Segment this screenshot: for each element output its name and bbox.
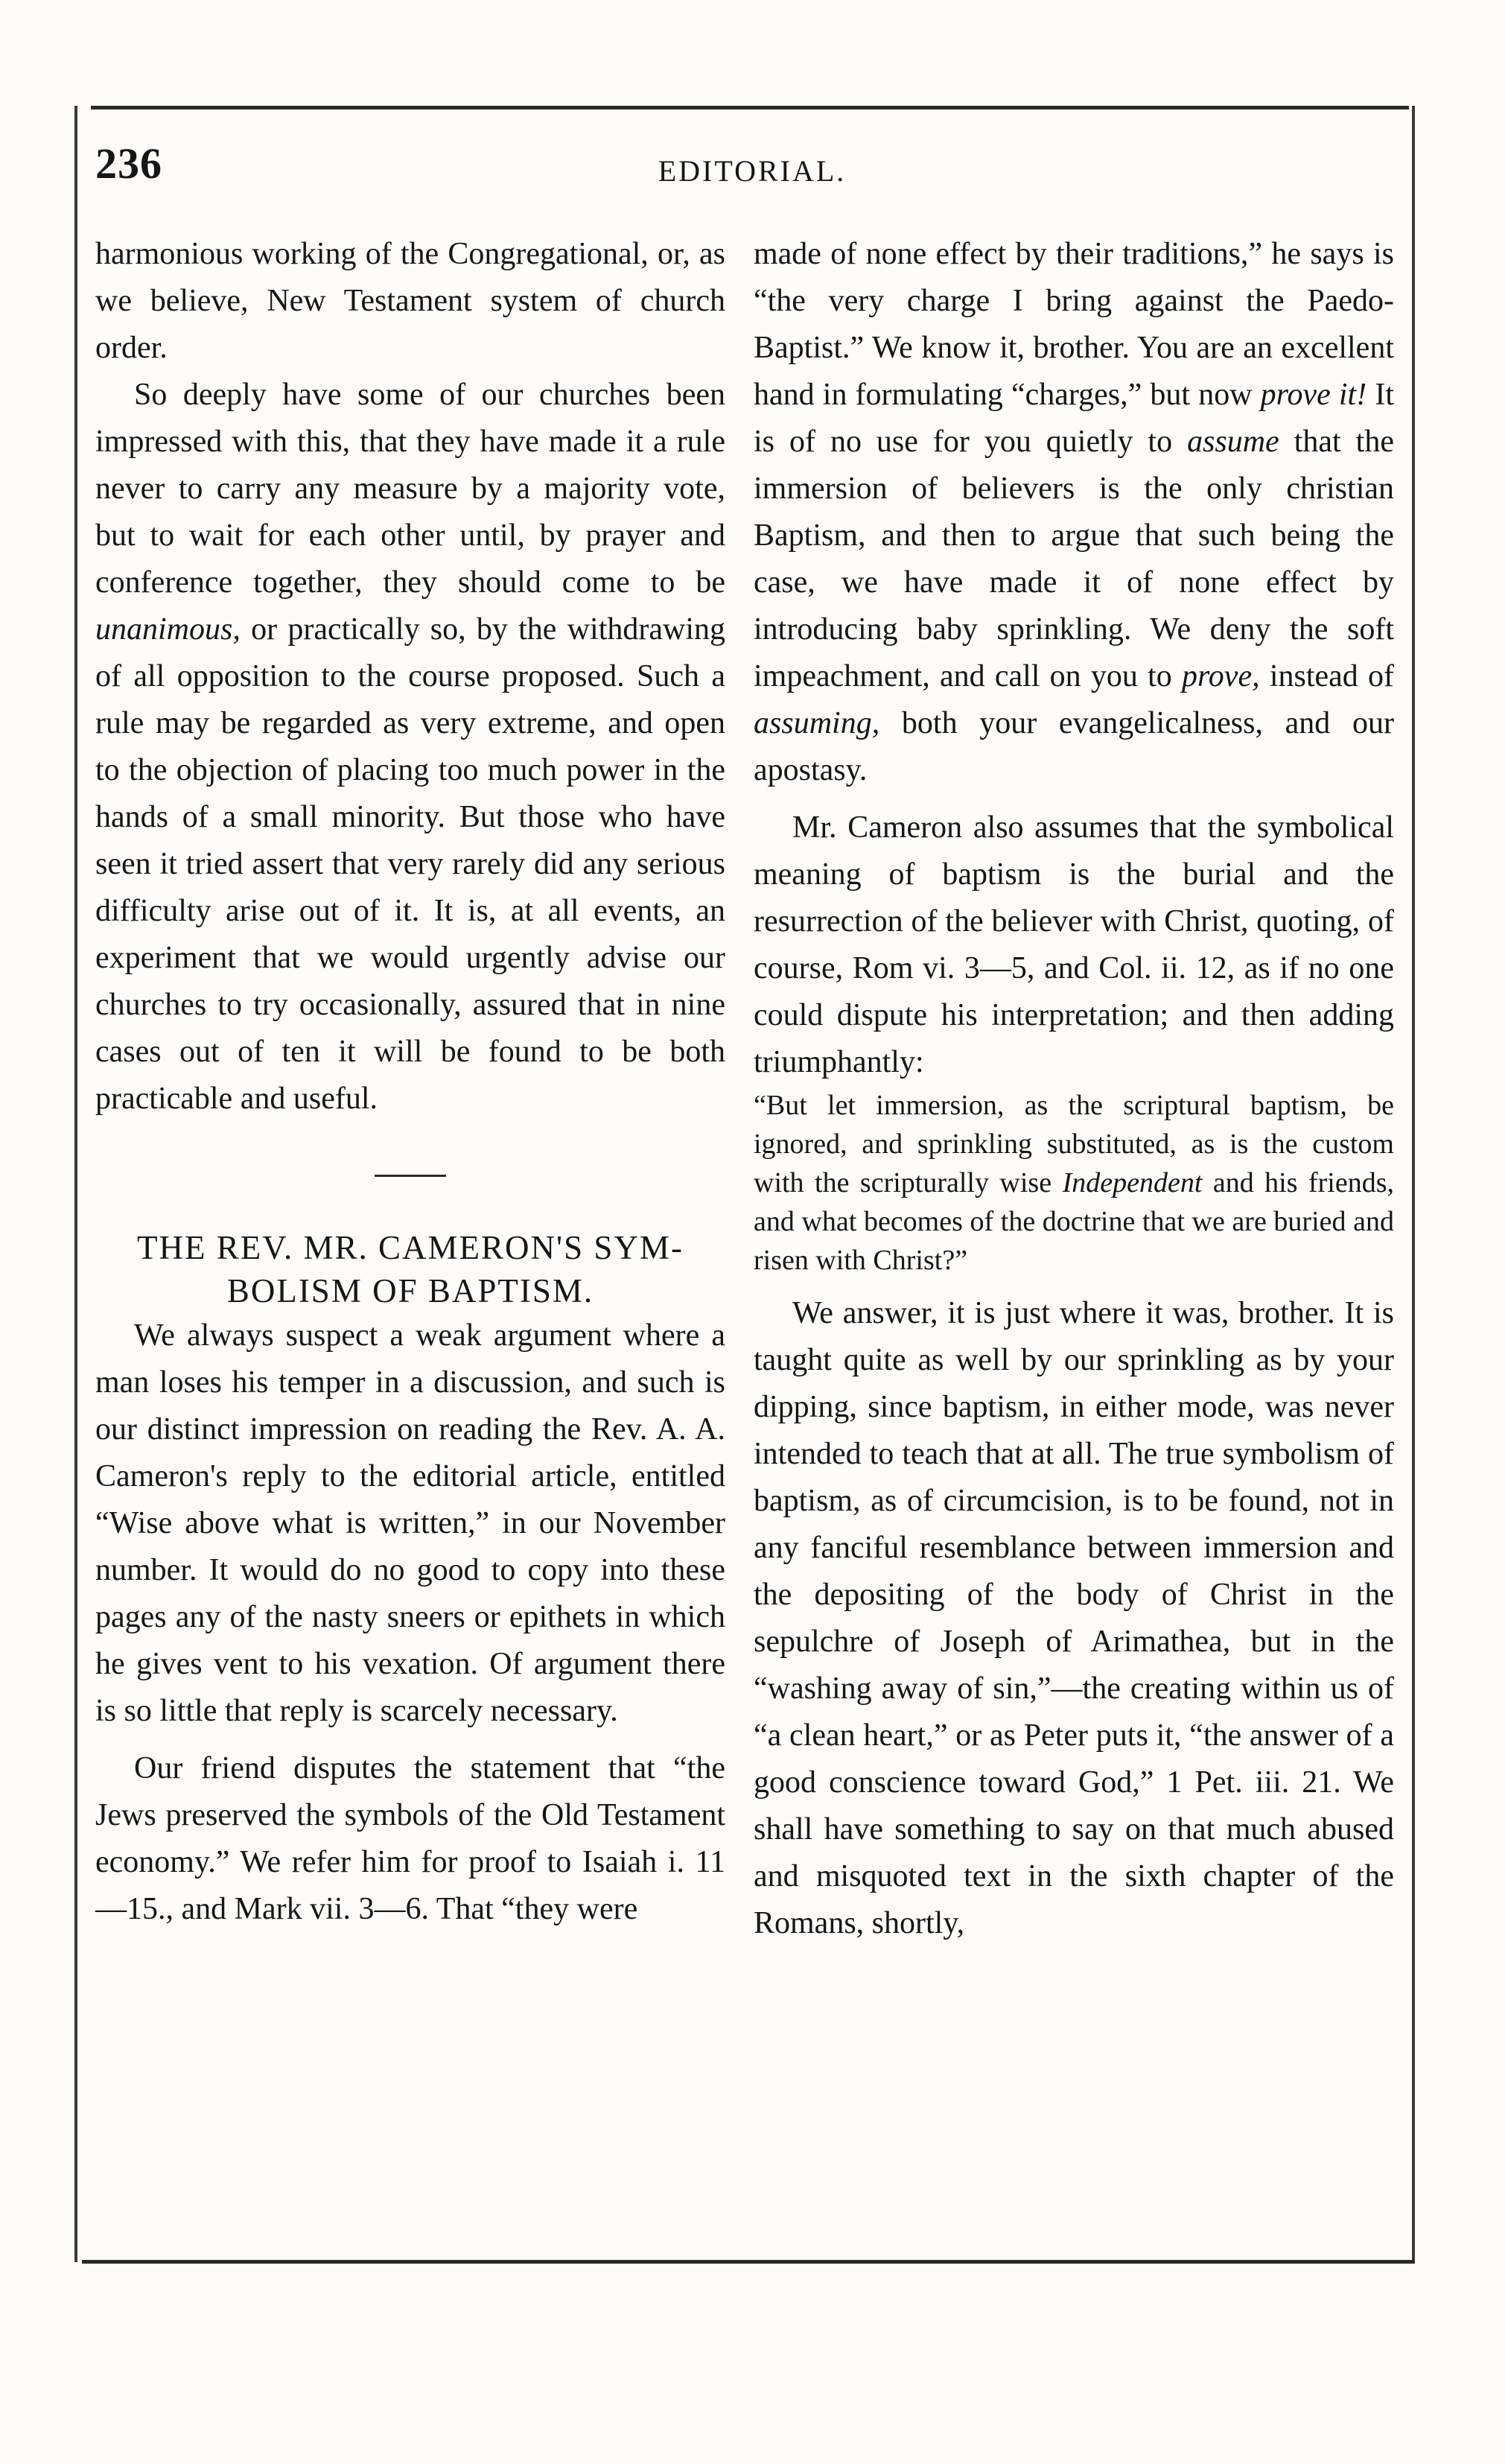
- section-divider: [375, 1175, 446, 1177]
- running-head: EDITORIAL.: [658, 154, 847, 188]
- paragraph: Mr. Cameron also assumes that the symbolical meaning of baptism is the burial and the resurrection of the believer with Christ, quoting, of course, Rom vi. 3—5, and Col. ii. 12, as if no one could dispute his interpretation; and then adding triumphantly:: [754, 810, 1394, 1079]
- block-quote: “But let immersion, as the scriptural baptism, be ignored, and sprinkling substituted, as is the custom with the scripturally wise Independent and his friends, and what becomes of the doctrine that we are buried and risen with Christ?”: [754, 1090, 1395, 1276]
- emphasis: assuming,: [754, 706, 880, 740]
- emphasis: assume: [1187, 425, 1279, 459]
- paragraph: We always suspect a weak argument where a man loses his temper in a discussion, and such is our distinct impression on reading the Rev. A. A. Cameron's reply to the editorial article, entitled “Wise above what is written,” in our November number. It would do no good to copy into these pages any of the nasty sneers or epithets in which he gives vent to his vexation. Of argument there is so little that reply is scarcely necessary.: [95, 1318, 725, 1728]
- right-column: [754, 231, 1394, 1947]
- paragraph: made of none effect by their traditions,” he says is “the very charge I bring against the Paedo-Baptist.” We know it, brother. You are an excellent hand in formulating “charges,” but now prove it! It is of no use for you quietly to assume that the immersion of believers is the only christian Baptism, and then to argue that such being the case, we have made it of none effect by introducing baby sprinkling. We deny the soft impeachment, and call on you to prove, instead of assuming, both your evangelicalness, and our apostasy.: [754, 237, 1394, 787]
- paragraph: We answer, it is just where it was, brother. It is taught quite as well by our sprinkling as by your dipping, since baptism, in either mode, was never intended to teach that at all. The true symbolism of baptism, as of circumcision, is to be found, not in any fanciful resemblance between immersion and the depositing of the body of Christ in the sepulchre of Joseph of Arimathea, but in the “washing away of sin,”—the creating within us of “a clean heart,” or as Peter puts it, “the answer of a good conscience toward God,” 1 Pet. iii. 21. We shall have something to say on that much abused and misquoted text in the sixth chapter of the Romans, shortly,: [754, 1296, 1394, 1940]
- page-number: 236: [95, 139, 162, 188]
- frame-right-line: [1412, 106, 1415, 2262]
- paragraph: harmonious working of the Congregational, or, as we believe, New Testament system of church order.: [95, 237, 725, 365]
- section-title: THE REV. MR. CAMERON'S SYM- BOLISM OF BAPTISM.: [137, 1229, 684, 1309]
- frame-left-line: [74, 106, 77, 2262]
- left-column: [95, 231, 725, 1933]
- emphasis: Independent: [1062, 1167, 1203, 1198]
- footer-rule: [82, 2260, 1415, 2264]
- emphasis: prove it!: [1260, 378, 1367, 412]
- header-rule: [91, 106, 1409, 109]
- emphasis: unanimous,: [95, 612, 241, 647]
- emphasis: prove,: [1182, 659, 1260, 693]
- paragraph: Our friend disputes the statement that “the Jews preserved the symbols of the Old Testament economy.” We refer him for proof to Isaiah i. 11—15., and Mark vii. 3—6. That “they were: [95, 1751, 725, 1926]
- paragraph: So deeply have some of our churches been impressed with this, that they have made it a rule never to carry any measure by a majority vote, but to wait for each other until, by prayer and conference together, they should come to be unanimous, or practically so, by the withdrawing of all opposition to the course proposed. Such a rule may be regarded as very extreme, and open to the objection of placing too much power in the hands of a small minority. But those who have seen it tried assert that very rarely did any serious difficulty arise out of it. It is, at all events, an experiment that we would urgently advise our churches to try occasionally, assured that in nine cases out of ten it will be found to be both practicable and useful.: [95, 378, 725, 1116]
